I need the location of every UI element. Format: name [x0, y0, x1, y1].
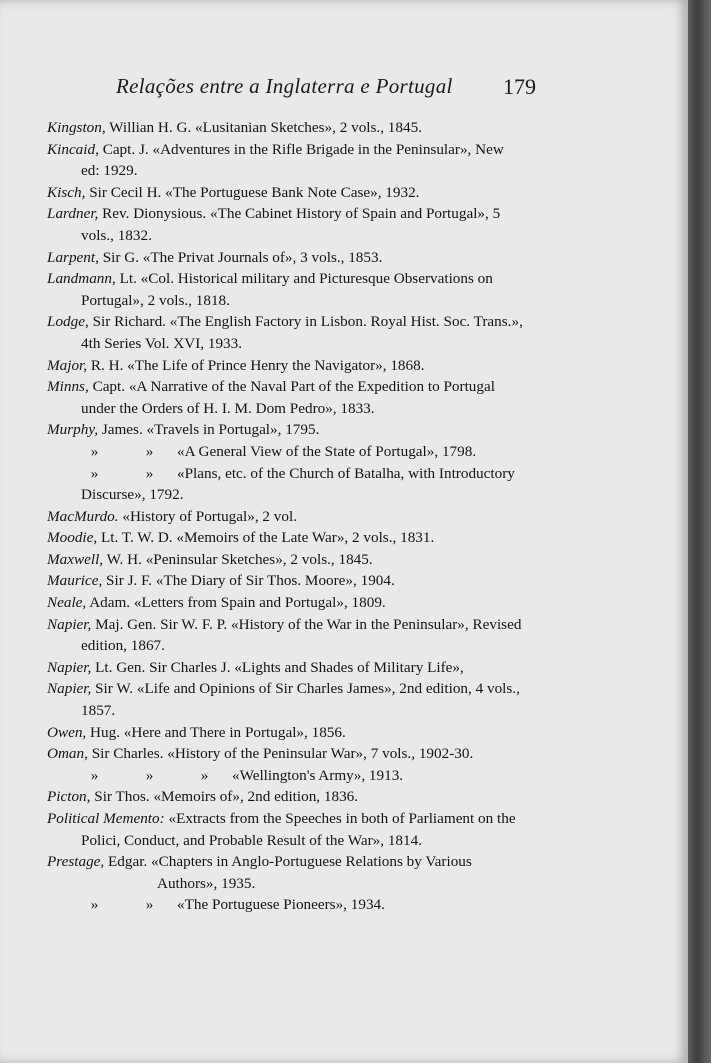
bibliography-entry [47, 527, 525, 549]
bibliography-entry [47, 419, 525, 441]
entry-author: Lardner, [47, 205, 99, 223]
entry-author: Napier, [47, 615, 92, 633]
entry-text: Willian H. G. «Lusitanian Sketches», 2 vols., 1845. [105, 119, 422, 136]
bibliography-entry [47, 657, 525, 679]
ditto-mark: » [145, 464, 154, 482]
page-header [116, 74, 536, 104]
ditto-mark: » [145, 766, 154, 784]
entry-author: Murphy, [47, 421, 99, 439]
bibliography-entry [47, 808, 525, 851]
entry-text: Sir Cecil H. «The Portuguese Bank Note Case», 1932. [85, 183, 420, 201]
entry-text: Rev. Dionysious. «The Cabinet History of Spain and Portugal», 5 vols., 1832. [81, 205, 501, 244]
entry-text: Sir Richard. «The English Factory in Lisbon. Royal Hist. Soc. Trans.», 4th Series Vol. XVI, 1933. [81, 313, 523, 352]
entry-author: Maurice, [47, 572, 103, 590]
ditto-mark: » [90, 464, 99, 482]
bibliography-entry [47, 376, 525, 419]
entry-author: Political Memento: [47, 810, 165, 827]
bibliography-entry [47, 851, 525, 894]
entry-text: Hug. «Here and There in Portugal», 1856. [86, 723, 346, 741]
entry-author: Napier, [47, 680, 92, 698]
entry-author: Lodge, [47, 313, 89, 331]
bibliography-entry [47, 139, 525, 182]
entry-text: «Plans, etc. of the Church of Batalha, with Introductory Discurse», 1792. [81, 464, 515, 504]
entry-text: Sir J. F. «The Diary of Sir Thos. Moore», 1904. [102, 572, 395, 590]
ditto-mark: » [145, 442, 154, 460]
entry-text: W. H. «Peninsular Sketches», 2 vols., 1845. [103, 550, 373, 568]
ditto-mark: » [90, 442, 99, 460]
entry-author: Larpent, [47, 248, 99, 266]
entry-author: Prestage, [47, 853, 105, 871]
entry-text: «History of Portugal», 2 vol. [118, 507, 298, 525]
bibliography-entry [47, 743, 525, 765]
entry-text: «The Portuguese Pioneers», 1934. [177, 896, 385, 914]
entry-author: Landmann, [47, 270, 116, 288]
bibliography-entry [47, 722, 525, 744]
entry-author: Picton, [47, 788, 91, 806]
bibliography-entry [47, 355, 525, 377]
bibliography-entry [47, 311, 525, 354]
entry-author: Napier, [47, 658, 92, 676]
running-title: Relações entre a Inglaterra e Portugal [116, 74, 453, 98]
entry-text: Lt. Gen. Sir Charles J. «Lights and Shades of Military Life», [91, 658, 464, 676]
entry-continuation: Authors», 1935. [157, 874, 256, 892]
bibliography-entry [47, 247, 525, 269]
bibliography-entry [47, 441, 525, 463]
entry-author: Maxwell, [47, 550, 104, 568]
bibliography-entry [47, 203, 525, 246]
bibliography-list [47, 117, 525, 916]
entry-text: Capt. J. «Adventures in the Rifle Brigade in the Peninsular», New ed: 1929. [81, 140, 504, 180]
entry-text: «Wellington's Army», 1913. [232, 766, 404, 784]
bibliography-entry [47, 463, 525, 506]
bibliography-entry [47, 786, 525, 808]
entry-author: Kincaid, [47, 140, 99, 158]
entry-author: Oman, [47, 745, 88, 763]
bibliography-entry [47, 592, 525, 614]
bibliography-entry [47, 678, 525, 721]
bibliography-entry [47, 570, 525, 592]
bibliography-entry [47, 182, 525, 204]
bibliography-entry [47, 765, 525, 787]
entry-author: MacMurdo. [47, 507, 119, 525]
book-spine-edge [688, 0, 711, 1063]
entry-text: Maj. Gen. Sir W. F. P. «History of the War in the Peninsular», Revised edition, 1867. [81, 615, 522, 655]
ditto-mark: » [90, 896, 99, 914]
bibliography-entry [47, 614, 525, 657]
entry-author: Major, [47, 356, 88, 374]
entry-text: «Extracts from the Speeches in both of Parliament on the Polici, Conduct, and Probable Result of the War», 1814. [81, 810, 516, 849]
entry-author: Minns, [47, 378, 89, 396]
entry-text: R. H. «The Life of Prince Henry the Navigator», 1868. [87, 356, 425, 374]
bibliography-entry [47, 117, 525, 139]
entry-author: Moodie, [47, 529, 98, 547]
entry-text: James. «Travels in Portugal», 1795. [98, 421, 320, 439]
page-number: 179 [503, 74, 536, 99]
entry-author: Kisch, [47, 183, 86, 201]
entry-text: Adam. «Letters from Spain and Portugal», 1809. [86, 594, 386, 612]
entry-text: «A General View of the State of Portugal», 1798. [177, 442, 477, 460]
entry-text: Capt. «A Narrative of the Naval Part of the Expedition to Portugal under the Orders of H. I. M. Dom Pedro», 1833. [81, 378, 495, 417]
entry-author: Owen, [47, 723, 87, 741]
entry-text: Edgar. «Chapters in Anglo-Portuguese Relations by Various [104, 853, 472, 871]
bibliography-entry [47, 549, 525, 571]
bibliography-entry [47, 268, 525, 311]
ditto-mark: » [200, 766, 209, 784]
entry-author: Kingston, [47, 119, 106, 136]
bibliography-entry [47, 894, 525, 916]
entry-text: Sir G. «The Privat Journals of», 3 vols., 1853. [98, 248, 383, 266]
entry-text: Lt. «Col. Historical military and Picturesque Observations on Portugal», 2 vols., 1818. [81, 270, 493, 309]
entry-text: Sir W. «Life and Opinions of Sir Charles James», 2nd edition, 4 vols., 1857. [81, 680, 520, 720]
entry-author: Neale, [47, 594, 87, 612]
entry-text: Lt. T. W. D. «Memoirs of the Late War», 2 vols., 1831. [97, 529, 435, 547]
bibliography-entry [47, 506, 525, 528]
ditto-mark: » [145, 896, 154, 914]
entry-text: Sir Charles. «History of the Peninsular War», 7 vols., 1902-30. [87, 745, 474, 763]
entry-text: Sir Thos. «Memoirs of», 2nd edition, 1836. [90, 788, 359, 806]
ditto-mark: » [90, 766, 99, 784]
